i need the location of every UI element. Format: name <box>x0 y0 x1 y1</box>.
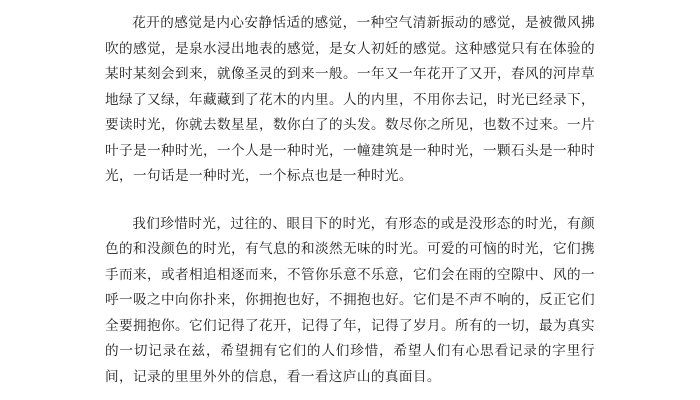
paragraph-2: 我们珍惜时光，过往的、眼目下的时光，有形态的或是没形态的时光，有颜色的和没颜色的时光，有气息的和淡然无味的时光。可爱的可恼的时光，它们携手而来，或者相追相逐而来，不管你乐意不乐意，它们会在雨的空隙中、风的一呼一吸之中向你扑来，你拥抱也好，不拥抱也好。它们是不声不响的，反正它们全要拥抱你。它们记得了花开，记得了年，记得了岁月。所有的一切，最为真实的一切记录在兹，希望拥有它们的人们珍惜，希望人们有心思看记录的字里行间，记录的里里外外的信息，看一看这庐山的真面目。 <box>105 215 595 384</box>
paragraph-1: 花开的感觉是内心安静恬适的感觉，一种空气清新振动的感觉，是被微风拂吹的感觉，是泉水浸出地表的感觉，是女人初妊的感觉。这种感觉只有在体验的某时某刻会到来，就像圣灵的到来一般。一年又一年花开了又开，春风的河岸草地绿了又绿，年藏藏到了花木的内里。人的内里，不用你去记，时光已经录下，要读时光，你就去数星星，数你白了的头发。数尽你之所见，也数不过来。一片叶子是一种时光，一个人是一种时光，一幢建筑是一种时光，一颗石头是一种时光，一句话是一种时光，一个标点也是一种时光。 <box>105 15 595 183</box>
document-body <box>105 10 595 389</box>
